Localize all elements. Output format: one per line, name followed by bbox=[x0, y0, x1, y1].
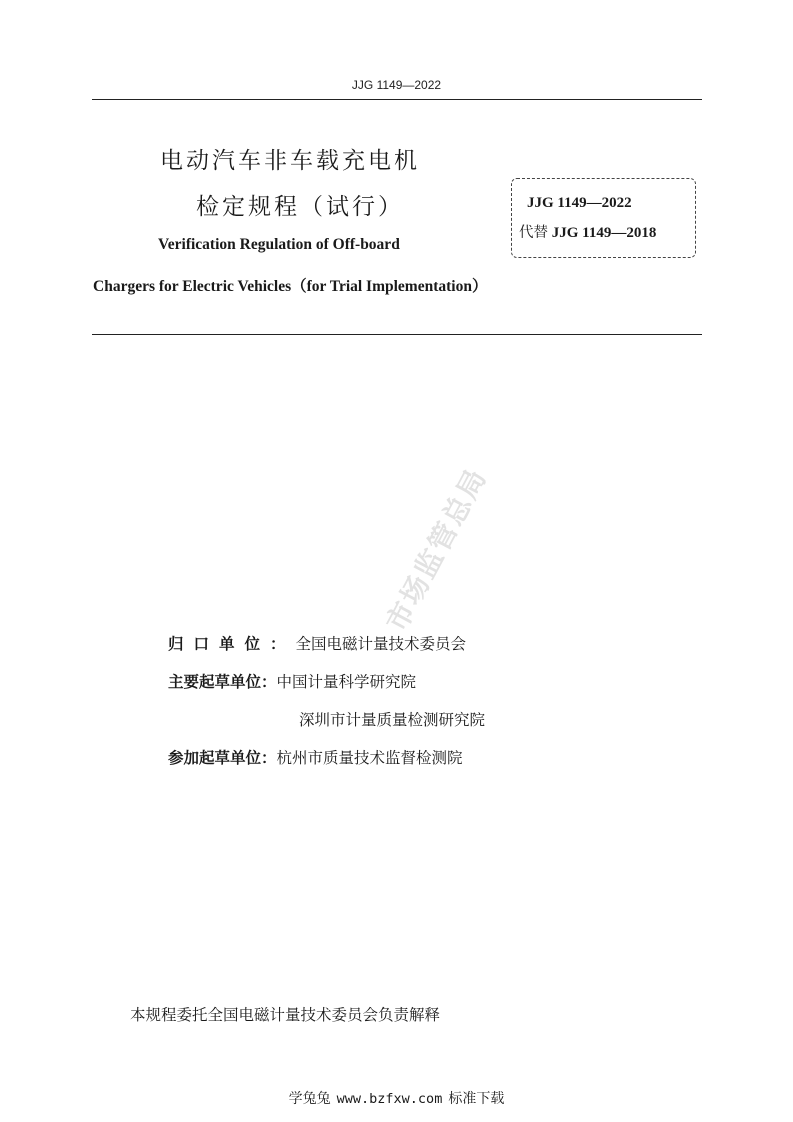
participating-drafting-label: 参加起草单位： bbox=[168, 749, 277, 767]
footer bbox=[0, 1088, 793, 1108]
standard-code-box bbox=[511, 178, 696, 258]
main-drafting-row bbox=[168, 670, 416, 692]
footer-suffix: 标准下载 bbox=[448, 1091, 505, 1107]
footer-prefix: 学兔兔 bbox=[288, 1091, 331, 1107]
responsible-unit-value: 全国电磁计量技术委员会 bbox=[295, 635, 467, 653]
watermark-text: 市场监管总局 bbox=[379, 462, 494, 637]
replaces-code bbox=[519, 221, 656, 242]
participating-drafting-row bbox=[168, 746, 463, 768]
header-divider bbox=[92, 99, 702, 100]
main-drafting-value-1: 中国计量科学研究院 bbox=[276, 673, 417, 691]
interpretation-note: 本规程委托全国电磁计量技术委员会负责解释 bbox=[130, 1006, 441, 1024]
participating-drafting-value: 杭州市质量技术监督检测院 bbox=[276, 749, 463, 767]
responsible-unit-label: 归口单位： bbox=[168, 635, 296, 653]
title-en-line2: Chargers for Electric Vehicles（for Trial Implementation） bbox=[93, 278, 488, 295]
footer-url-link[interactable]: www.bzfxw.com bbox=[336, 1091, 443, 1107]
responsible-unit-row bbox=[168, 632, 466, 654]
replaces-code-value: JJG 1149—2018 bbox=[551, 225, 657, 241]
replaces-prefix: 代替 bbox=[519, 225, 548, 241]
main-drafting-label: 主要起草单位： bbox=[168, 673, 277, 691]
title-divider bbox=[92, 334, 702, 335]
title-cn-line2: 检定规程（试行） bbox=[196, 194, 404, 220]
title-cn-line1: 电动汽车非车载充电机 bbox=[160, 148, 420, 174]
title-en-line1: Verification Regulation of Off-board bbox=[158, 236, 400, 253]
standard-code: JJG 1149—2022 bbox=[527, 195, 632, 211]
header-standard-code: JJG 1149—2022 bbox=[351, 78, 442, 92]
main-drafting-value-2: 深圳市计量质量检测研究院 bbox=[299, 711, 486, 729]
main-drafting-row-2 bbox=[299, 708, 485, 730]
